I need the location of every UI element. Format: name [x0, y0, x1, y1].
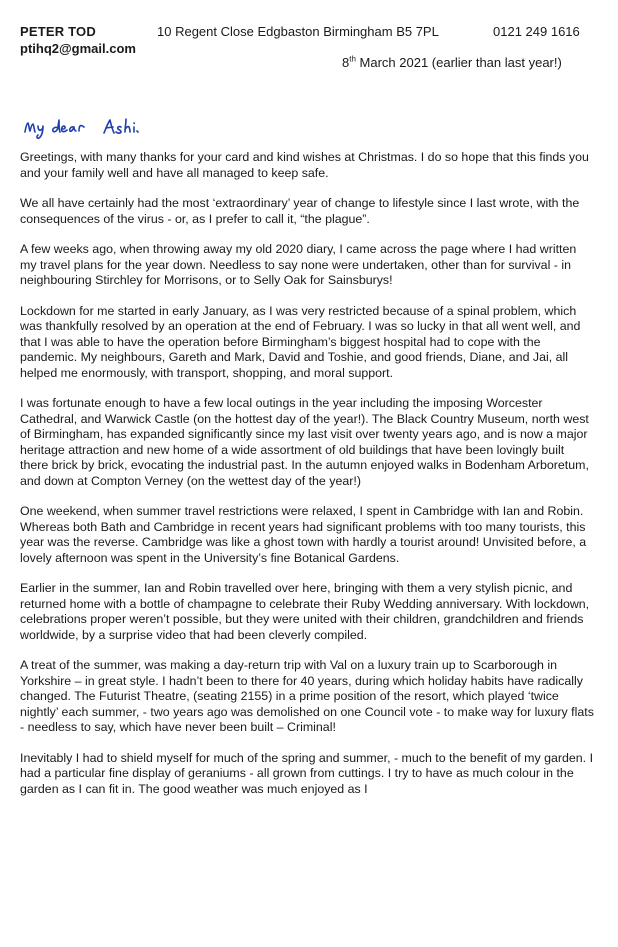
letter-date [342, 55, 562, 70]
sender-name: PETER TOD [20, 24, 96, 39]
handwritten-salutation [22, 116, 182, 142]
paragraph-lockdown: Lockdown for me started in early January, as I was very restricted because of a spinal problem, which was thankfully resolved by an operation at the end of February. I was so lucky in that all went well, and that I was able to have the operation before Birmingham’s biggest hospital had to cope with the pandemic. My neighbours, Gareth and Mark, David and Toshie, and good friends, Diane, and Jai, all helped me enormously, with transport, shopping, and moral support. [20, 303, 581, 380]
date-suffix: th [349, 54, 356, 64]
paragraph-diary: A few weeks ago, when throwing away my old 2020 diary, I came across the page where I had written my travel plans for the year down. Needless to say none were undertaken, other than for survival - in neighbouring Stirchley for Morrisons, or to Selly Oak for Sainsburys! [20, 242, 577, 287]
paragraph-year-of-change: We all have certainly had the most ‘extraordinary’ year of change to lifestyle since I last wrote, with the consequences of the virus - or, as I prefer to call it, “the plague”. [20, 196, 580, 226]
paragraph-garden: Inevitably I had to shield myself for much of the spring and summer, - much to the benefit of my garden. I had a particular fine display of geraniums - all grown from cuttings. I try to have as much colour in the garden as I can fit in. The good weather was much enjoyed as I [20, 750, 594, 796]
paragraph-outings: I was fortunate enough to have a few local outings in the year including the imposing Worcester Cathedral, and Warwick Castle (on the hottest day of the year!). The Black Country Museum, north west of Birmingham, has expanded significantly since my last visit over twenty years ago, and is now a major heritage attraction and new home of a wide assortment of old buildings that have been lovingly built there brick by brick, evocating the industrial past. In the autumn enjoyed walks in Bodenham Arboretum, and down at Compton Verney (on the wettest day of the year!) [20, 396, 589, 488]
paragraph-greeting: Greetings, with many thanks for your card and kind wishes at Christmas. I do so hope that this finds you and your family well and have all managed to keep safe. [20, 150, 589, 180]
letter-body [20, 150, 595, 812]
paragraph-ruby-wedding: Earlier in the summer, Ian and Robin travelled over here, bringing with them a very stylish picnic, and returned home with a bottle of champagne to celebrate their Ruby Wedding anniversary. With lockdown, celebrations proper weren’t possible, but they were united with their children, grandchildren and friends worldwide, by a surprise video that had been cleverly compiled. [20, 581, 590, 642]
sender-phone: 0121 249 1616 [493, 24, 580, 39]
paragraph-scarborough: A treat of the summer, was making a day-return trip with Val on a luxury train up to Scarborough in Yorkshire – in great style. I hadn’t been to there for 40 years, during which holiday habits have radically changed. The Futurist Theatre, (seating 2155) in a prime position of the resort, which played ‘twice nightly’ each summer, - two years ago was demolished on one Council vote - to make way for luxury flats - needless to say, which have never been built – Criminal! [20, 658, 594, 734]
date-rest: March 2021 (earlier than last year!) [355, 55, 562, 70]
date-day: 8 [342, 55, 350, 70]
paragraph-cambridge: One weekend, when summer travel restrictions were relaxed, I spent in Cambridge with Ian and Robin. Whereas both Bath and Cambridge in recent years had significant problems with too many tourists, this year was the reverse. Cambridge was like a ghost town with hardly a tourist around! Unvisited before, a lovely afternoon was spent in the University’s fine Botanical Gardens. [20, 504, 587, 565]
sender-email: ptihq2@gmail.com [20, 41, 136, 56]
sender-address: 10 Regent Close Edgbaston Birmingham B5 7PL [157, 24, 439, 39]
